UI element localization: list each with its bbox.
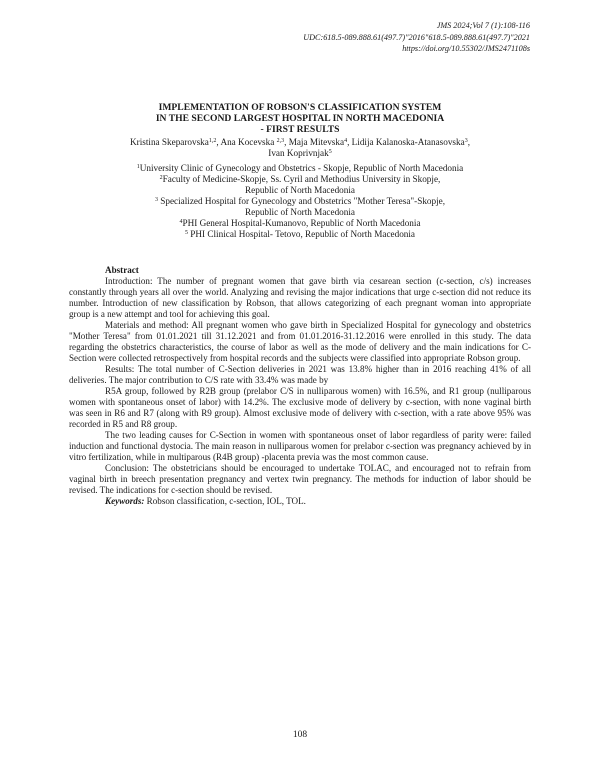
affiliation-item: $^3$ Specialized Hospital for Gyneсology and Obstetrics "Mother Teresa"-Skopje, [154,196,446,206]
abstract-introduction: Introduction: The number of pregnant women that gave birth via cesarean section (c-section, c/s) increases constantly through years all over the world. Analyzing and revising the major indications that urge c-section did not reduce its number. Introduction of new classification by Robson, that allows categorizing of each pregnant woman into appropriate group is a new attempt and tool for achieving this goal. [69,276,531,319]
author-affil-sup: 3 [464,138,468,144]
author-affil-sup: 1,2 [208,138,217,144]
title-line-2: IN THE SECOND LARGEST HOSPITAL IN NORTH MACEDONIA [155,113,445,124]
abstract-methods: Materials and method: All pregnant women who gave birth in Specialized Hospital for gynecology and obstetrics "Mother Teresa" from 01.01.2021 till 31.12.2021 and from 01.01.2016-31.12.2016 were enrolled in this study. The data regarding the obstetrics characteristics, the course of labor as well as the mode of delivery and the main indications for C-Section were collected retrospectively from hospital records and the subjects were classified into appropriate Robson group. [69,320,531,363]
keywords-text: Robson classification, c-section, IOL, TOL. [144,496,306,506]
author-name: Lidija Kalanoska-Atanasovska [351,137,465,147]
keywords-label: Keywords: [105,496,145,506]
abstract-heading: Abstract [105,265,139,275]
author-name: Ivan Koprivnjak [268,148,329,158]
journal-citation: JMS 2024;Vol 7 (1):108-116 [436,21,530,30]
affiliation-item: $^4$PHI General Hospital-Kumanovo, Republic of North Macedonia [179,218,421,228]
affiliation-item: $^1$University Clinic of Gynecology and Obstetrics - Skopje, Republic of North Macedonia [136,163,464,173]
abstract-results-cont: R5A group, followed by R2B group (prelabor C/S in nulliparous women) with 16.5%, and R1 group (nulliparous women with spontaneous onset of labor) with 14.2%. The exclusive mode of delivery by c-section, with none vaginal birth was seen in R6 and R7 (along with R9 group). Almost exclusive mode of delivery with c-section, with a rate above 95% was recorded in R5 and R8 group. [69,386,531,429]
doi-link[interactable]: https://doi.org/10.55302/JMS2471108s [402,44,530,54]
paper-title [0,102,600,135]
title-line-3: - FIRST RESULTS [260,124,340,135]
author-affil-sup: 2,3 [276,138,285,144]
author-list: Kristina Skeparovska$^{1,2}$, Ana Kocevska $^{2,3}$, Maja Mitevska$^4$, Lidija Kalanoska-Atanasovska$^3$, Ivan Koprivnjak$^5$ [130,137,470,158]
author-name: Kristina Skeparovska [130,137,209,147]
keywords-line [69,496,531,507]
author-affil-sup: 4 [344,138,348,144]
abstract-section [69,265,531,507]
affiliation-item-cont: Republic of North Macedonia [245,207,355,217]
abstract-conclusion: Conclusion: The obstetricians should be encouraged to undertake TOLAC, and encouraged not to refrain from vaginal birth in breech presentation pregnancy and vertex twin pregnancy. The methods for induction of labor should be revised. The indications for c-section should be revised. [69,463,531,495]
abstract-results: Results: The total number of C-Section deliveries in 2021 was 13.8% higher than in 2016 reaching 41% of all deliveries. The major contribution to C/S rate with 33.4% was made by [69,364,531,385]
author-affil-sup: 5 [328,149,332,155]
page-number: 108 [292,730,308,740]
affiliation-item: $^2$Faculty of Medicine-Skopje, Ss. Cyril and Methodius University in Skopje, [159,174,441,184]
udc-code: UDC:618.5-089.888.61(497.7)"2016"618.5-089.888.61(497.7)"2021 [303,32,530,42]
affiliation-list [0,163,600,240]
affiliation-item-cont: Republic of North Macedonia [245,185,355,195]
journal-header [303,20,530,55]
title-line-1: IMPLEMENTATION OF ROBSON'S CLASSIFICATION SYSTEM [158,102,442,113]
author-name: Maja Mitevska [288,137,345,147]
abstract-results-causes: The two leading causes for C-Section in women with spontaneous onset of labor regardless of parity were: failed induction and functional dystocia. The main reason in nulliparous women for prelabor c-section was pregnancy achieved by in vitro fertilization, while in multiparous (R4B group) -placenta previa was the most common cause. [69,430,531,462]
author-name: Ana Kocevska [220,137,277,147]
affiliation-item: $^5$ PHI Clinical Hospital- Tetovo, Republic of North Macedonia [184,229,416,239]
